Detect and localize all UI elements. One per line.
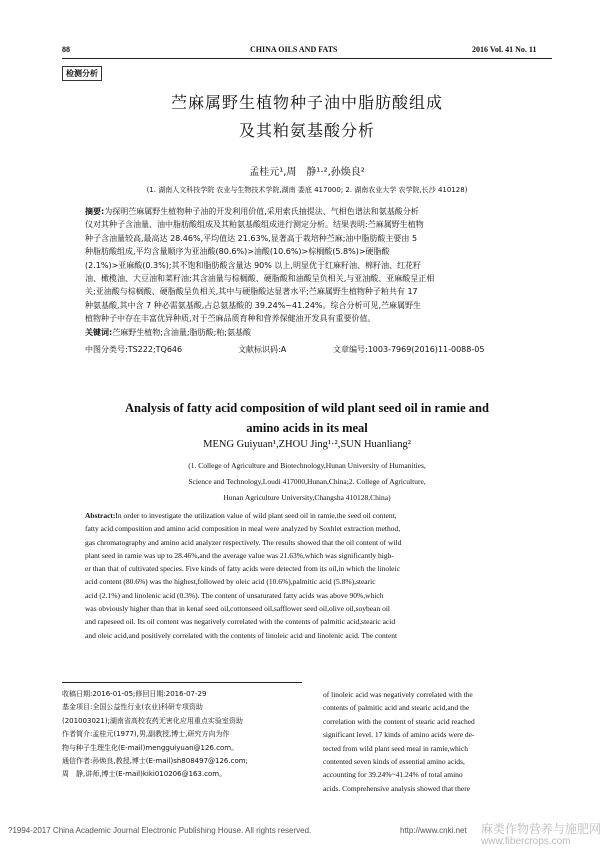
clc-value: TS222;TQ646	[127, 345, 183, 354]
abstract-cn-line: 关;亚油酸与棕榈酸、硬脂酸呈负相关,其中与硬脂酸达显著水平;苎麻属野生植物种子粕共有 17	[85, 287, 418, 297]
abstract-en-line: tected from wild plant seed meal in ramie,which	[323, 743, 468, 753]
abstract-cn	[85, 205, 552, 339]
abstract-cn-line: 种脂肪酸组成,平均含量顺序为亚油酸(80.6%)>油酸(10.6%)>棕榈酸(5.8%)>硬脂酸	[85, 247, 390, 257]
journal-name: CHINA OILS AND FATS	[250, 45, 338, 54]
abstract-en-line: Abstract:In order to investigate the utilization value of wild plant seed oil in ramie,the seed oil content,	[85, 511, 397, 520]
abstract-en-line: correlation with the content of stearic acid reached	[323, 716, 475, 726]
article-number-label: 文章编号:	[333, 345, 368, 354]
abstract-en-label: Abstract:	[85, 511, 116, 520]
keywords-cn-label: 关键词:	[85, 327, 113, 337]
footnote-rule	[62, 682, 302, 683]
affiliation-en-line2: Science and Technology,Loudi 417000,Hunan,China;2. College of Agriculture,	[188, 477, 426, 486]
title-en-line2: amino acids in its meal	[246, 421, 368, 435]
title-en-line1: Analysis of fatty acid composition of wild plant seed oil in ramie and	[125, 401, 489, 415]
abstract-en-line: gas chromatography and amino acid analyzer respectively. The results showed that the oil content of wild	[85, 537, 402, 547]
abstract-en-line: fatty acid composition and amino acid composition in meal were analyzed by Soxhlet extraction method,	[85, 524, 401, 534]
footnote-line: 作者简介:孟桂元(1977),男,副教授,博士,研究方向为作	[62, 730, 230, 739]
affiliation-en-line3: Hunan Agriculture University,Changsha 410128,China)	[223, 493, 391, 502]
footnote-line: (201003021);湖南省高校农药无害化应用重点实验室资助	[62, 716, 243, 725]
abstract-cn-label: 摘要:	[85, 207, 105, 216]
title-cn-line1: 苎麻属野生植物种子油中脂肪酸组成	[170, 93, 443, 112]
watermark-text: 麻类作物营养与施肥网	[481, 822, 602, 836]
affiliation-cn: (1. 湖南人文科技学院 农业与生物技术学院,湖南 娄底 417000; 2. 湖南农业大学 农学院,长沙 410128)	[146, 186, 468, 194]
classification-cn	[85, 344, 182, 355]
watermark-url: www.fibercrops.com	[481, 836, 571, 847]
article-number-value: 1003-7969(2016)11-0088-05	[367, 345, 485, 354]
clc-label: 中图分类号:	[85, 345, 128, 354]
title-cn-line2: 及其粕氨基酸分析	[238, 121, 375, 140]
abstract-en	[85, 509, 552, 642]
footer-url[interactable]: http://www.cnki.net	[400, 826, 467, 835]
footnote-line: 基金项目:全国公益性行业(农业)科研专项资助	[62, 703, 203, 712]
abstract-cn-line: 摘要:为探明苎麻属野生植物种子油的开发利用价值,采用索氏抽提法、气相色谱法和氨基酸分析	[85, 207, 419, 216]
affiliation-en-line1: (1. College of Agriculture and Biotechnology,Hunan University of Humanities,	[188, 461, 426, 470]
page-number: 88	[62, 45, 70, 54]
abstract-en-continuation	[323, 688, 552, 795]
abstract-en-line: acid (2.1%) and linolenic acid (0.3%). The content of unsaturated fatty acids was above 90%,which	[85, 590, 384, 600]
abstract-cn-line: 种子含油量较高,最高达 28.46%,平均值达 21.63%,显著高于栽培种苎麻;油中脂肪酸主要由 5	[85, 233, 418, 243]
section-tag: 检测分析	[62, 66, 102, 81]
keywords-cn: 关键词:苎麻野生植物;含油量;脂肪酸;粕;氨基酸	[85, 327, 251, 337]
abstract-en-line: of linoleic acid was negatively correlated with the	[323, 690, 473, 699]
abstract-en-line: contents of palmitic acid and stearic acid,and the	[323, 703, 470, 713]
abstract-en-line: and oleic acid,and positively correlated with the contents of linoleic acid and linolenic acid. The content	[85, 630, 398, 640]
abstract-cn-line: (2.1%)>亚麻酸(0.3%);其不饱和脂肪酸含量达 90% 以上,明显优于红麻籽油、棉籽油、红花籽	[85, 260, 421, 270]
abstract-en-line: significant level. 17 kinds of amino acids were de-	[323, 730, 475, 740]
abstract-en-line: accounting for 39.24%~41.24% of total amino	[323, 770, 463, 780]
footnote-line: 周 静,讲师,博士(E-mail)kiki010206@163.com。	[62, 770, 227, 779]
journal-issue: 2016 Vol. 41 No. 11	[472, 45, 537, 54]
abstract-en-line: acid content (80.6%) was the highest,followed by oleic acid (10.6%),palmitic acid (5.8%),stearic	[85, 577, 376, 587]
doc-code-value: A	[280, 345, 287, 354]
abstract-en-line: acids. Comprehensive analysis showed that there	[323, 783, 471, 793]
footnotes-cn	[62, 688, 307, 782]
abstract-en-line: was obviously higher than that in kenaf seed oil,cottonseed oil,safflower seed oil,olive oil,soybean oil	[85, 604, 391, 614]
abstract-cn-line: 种氨基酸,其中含 7 种必需氨基酸,占总氨基酸的 39.24%~41.24%。综合分析可见,苎麻属野生	[85, 300, 422, 310]
footnote-line: 通信作者:孙焕良,教授,博士(E-mail)sh808497@126.com;	[62, 757, 248, 766]
authors-en: MENG Guiyuan¹,ZHOU Jing¹·²,SUN Huanliang²	[203, 439, 411, 450]
abstract-en-line: and rapeseed oil. Its oil content was negatively correlated with the contents of palmitic acid,stearic acid	[85, 617, 396, 627]
footnote-line: 收稿日期:2016-01-05;修回日期:2016-07-29	[62, 690, 207, 698]
authors-cn: 孟桂元¹,周 静¹·²,孙焕良²	[249, 167, 365, 178]
abstract-en-line: plant seed in ramie was up to 28.46%,and the average value was 21.63%,which was significantly high-	[85, 550, 394, 560]
abstract-cn-line: 油、橄榄油、大豆油和菜籽油;其含油量与棕榈酸、硬脂酸和油酸呈负相关,与亚油酸、亚麻酸呈正相	[85, 274, 435, 284]
abstract-en-line: contented seven kinds of essential amino acids,	[323, 757, 465, 767]
footer-copyright: ?1994-2017 China Academic Journal Electronic Publishing House. All rights reserved.	[8, 826, 312, 835]
abstract-cn-line: 仪对其种子含油量、油中脂肪酸组成及其粕氨基酸组成进行测定分析。结果表明:苎麻属野生植物	[85, 220, 424, 230]
footnote-line: 物与种子生理生化(E-mail)mengguiyuan@126.com。	[62, 743, 239, 752]
header-rule	[62, 58, 552, 59]
doc-code-label: 文献标识码:	[238, 345, 281, 354]
abstract-cn-line: 植物种子中存在丰富优异种质,对于苎麻品质育种和营养保健油开发具有重要价值。	[85, 314, 376, 324]
abstract-en-line: er than that of cultivated species. Five kinds of fatty acids were detected from its oil,in which the linoleic	[85, 564, 400, 574]
